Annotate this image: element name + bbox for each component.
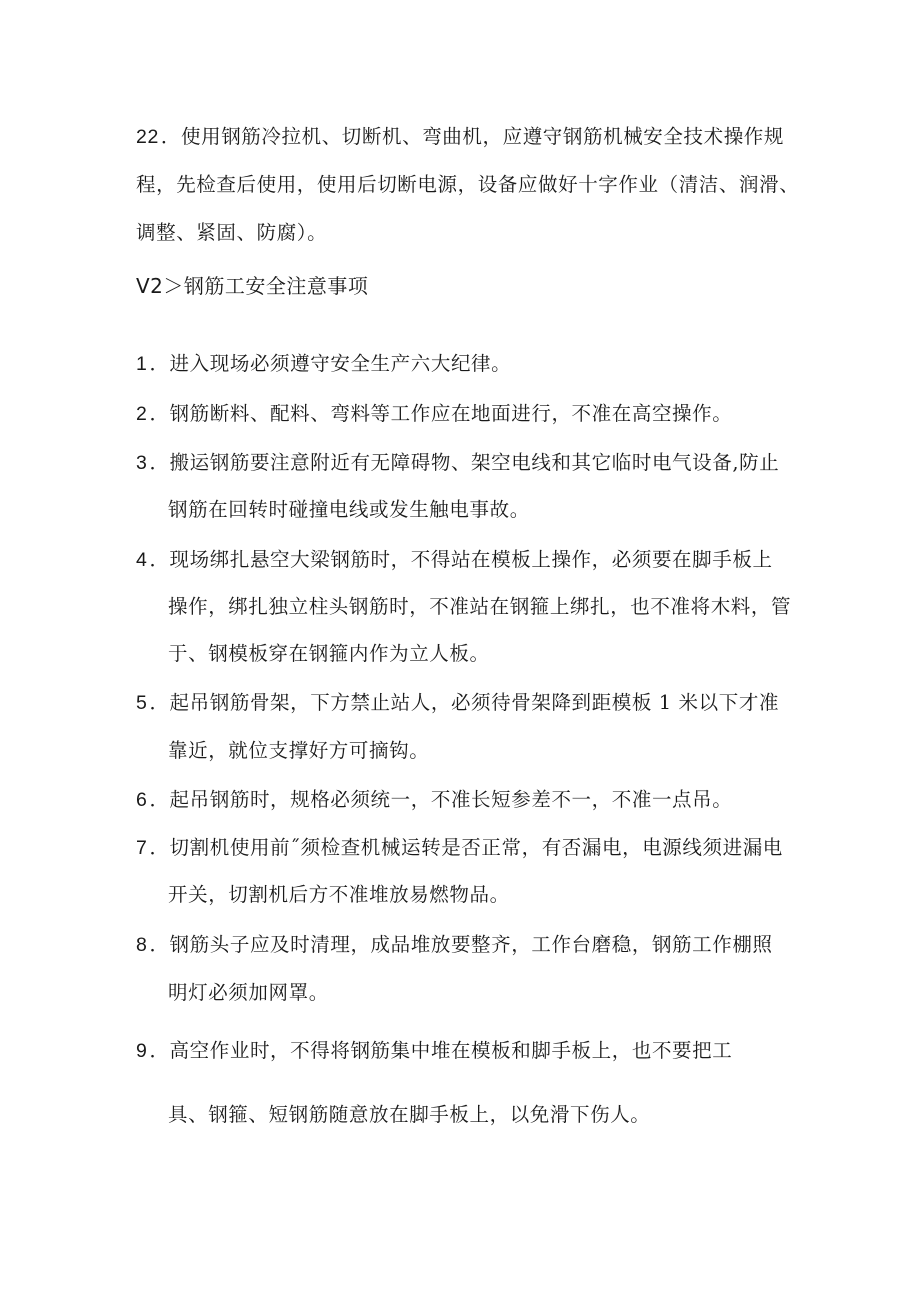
item-text: ．搬运钢筋要注意附近有无障碍物、架空电线和其它临时电气设备,防止: [149, 451, 780, 474]
list-item-3-cont: 钢筋在回转时碰撞电线或发生触电事故。: [168, 498, 530, 521]
item-22-line-2: 程，先检查后使用，使用后切断电源，设备应做好十字作业（清洁、润滑、: [136, 173, 800, 196]
item-number: 8: [136, 934, 148, 956]
item-text: ．使用钢筋冷拉机、切断机、弯曲机，应遵守钢筋机械安全技术操作规: [160, 125, 784, 148]
item-text: ．进入现场必须遵守安全生产六大纪律。: [149, 352, 512, 375]
item-number: 3: [136, 452, 148, 474]
item-text: ．钢筋断料、配料、弯料等工作应在地面进行，不准在高空操作。: [149, 402, 733, 425]
item-number: 5: [136, 692, 148, 714]
list-item-6: [136, 787, 732, 813]
item-number: 4: [136, 549, 148, 571]
list-item-5: [136, 690, 779, 716]
item-text: ．起吊钢筋骨架，下方禁止站人，必须待骨架降到距模板 1 米以下才准: [149, 691, 780, 714]
item-number: 1: [136, 353, 148, 375]
list-item-9: [136, 1038, 732, 1064]
item-22-line-3: 调整、紧固、防腐）。: [136, 221, 328, 244]
list-item-1: [136, 351, 511, 377]
item-text: ．起吊钢筋时，规格必须统一，不准长短参差不一，不准一点吊。: [149, 788, 733, 811]
list-item-4-cont-2: 于、钢模板穿在钢箍内作为立人板。: [168, 642, 490, 665]
list-item-8: [136, 932, 773, 958]
list-item-9-cont: 具、钢箍、短钢筋随意放在脚手板上，以免滑下伤人。: [168, 1103, 651, 1126]
item-text: ．现场绑扎悬空大梁钢筋时，不得站在模板上操作，必须要在脚手板上: [149, 548, 773, 571]
item-number: 7: [136, 837, 148, 859]
list-item-2: [136, 401, 732, 427]
item-number: 22: [136, 126, 159, 148]
list-item-8-cont: 明灯必须加网罩。: [168, 981, 329, 1004]
item-text: ．切割机使用前˝须检查机械运转是否正常，有否漏电，电源线须进漏电: [149, 836, 783, 859]
item-text: ．高空作业时，不得将钢筋集中堆在模板和脚手板上，也不要把工: [149, 1039, 733, 1062]
item-number: 9: [136, 1040, 148, 1062]
section-heading: V2＞钢筋工安全注意事项: [136, 274, 369, 298]
list-item-7-cont: 开关，切割机后方不准堆放易燃物品。: [168, 883, 510, 906]
list-item-7: [136, 835, 783, 861]
list-item-5-cont: 靠近，就位支撑好方可摘钩。: [168, 739, 430, 762]
item-text: ．钢筋头子应及时清理，成品堆放要整齐，工作台磨稳，钢筋工作棚照: [149, 933, 773, 956]
list-item-4: [136, 547, 773, 573]
item-number: 6: [136, 789, 148, 811]
list-item-4-cont-1: 操作，绑扎独立柱头钢筋时，不准站在钢箍上绑扎，也不准将木料，管: [168, 595, 792, 618]
list-item-3: [136, 450, 779, 476]
item-22-line-1: [136, 124, 784, 150]
item-number: 2: [136, 403, 148, 425]
